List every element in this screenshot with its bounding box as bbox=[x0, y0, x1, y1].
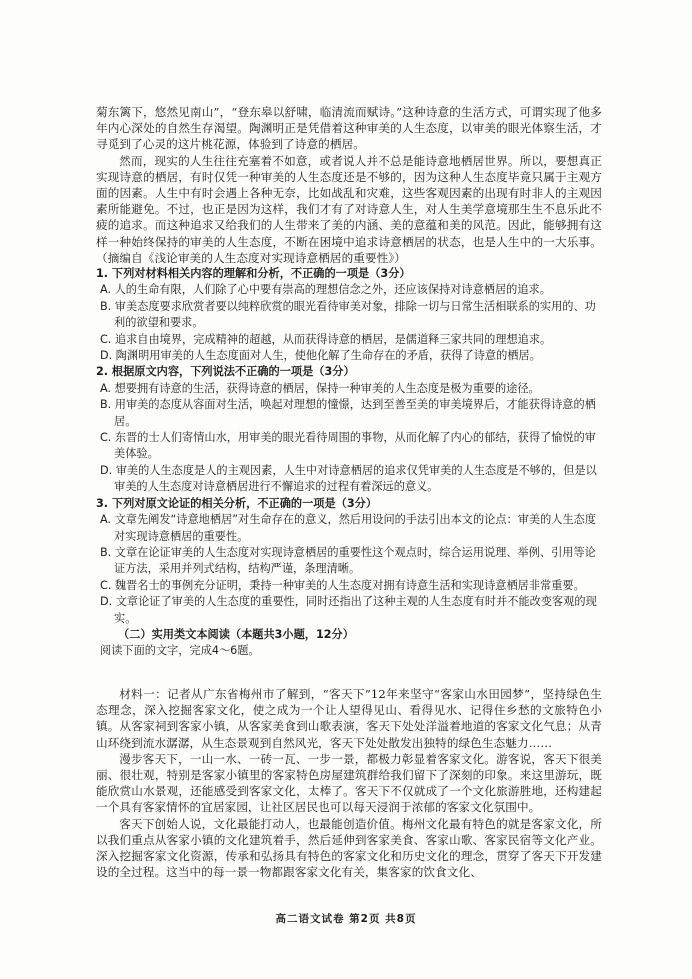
passage-bottom bbox=[96, 686, 602, 880]
section-instruction: 阅读下面的文字，完成4～6题。 bbox=[100, 644, 260, 658]
question-list bbox=[96, 266, 602, 660]
option-c: C. 追求自由境界，完成精神的超越，从而获得诗意的栖居，是儒道释三家共同的理想追求。 bbox=[100, 332, 552, 346]
option-d: D. 陶渊明用审美的人生态度面对人生，使他化解了生命存在的矛盾，获得了诗意的栖居。 bbox=[100, 349, 541, 363]
option-a: A. 人的生命有限，人们除了心中要有崇高的理想信念之外，还应该保持对诗意栖居的追求。 bbox=[100, 283, 551, 297]
passage-top bbox=[96, 104, 602, 266]
passage-paragraph: 菊东篱下，悠然见南山”，“登东皋以舒啸，临清流而赋诗。”这种诗意的生活方式，可谓实现了他多年内心深处的自然生存渴望。陶渊明正是凭借着这种审美的人生态度，以审美的眼光体察生活，才寻觅到了心灵的这片桃花源，体验到了诗意的栖居。 bbox=[96, 105, 602, 152]
question-stem: 3. 下列对原文论证的相关分析，不正确的一项是（3分） bbox=[96, 496, 378, 510]
question-1 bbox=[96, 266, 602, 364]
option-b: B. 文章在论证审美的人生态度对实现诗意栖居的重要性这个观点时，综合运用说理、举例、引用等论证方法，采用并列式结构，结构严谨，条理清晰。 bbox=[100, 545, 596, 576]
material-paragraph: 漫步客天下，一山一水、一砖一瓦、一步一景，都极力彰显着客家文化。游客说，客天下很美丽、很壮观，特别是客家小镇里的客家特色房屋建筑群给我们留下了深刻的印象。来这里游玩，既能欣赏山水景观，还能感受到客家文化，太棒了。客天下不仅就成了一个文化旅游胜地，还构建起一个具有客家情怀的宜居家园，让社区居民也可以每天浸润于浓郁的客家文化氛围中。 bbox=[96, 751, 602, 815]
option-b: B. 用审美的态度从容面对生活，唤起对理想的憧憬，达到至善至美的审美境界后，才能获得诗意的栖居。 bbox=[100, 398, 596, 428]
page-footer: 高二语文试卷 第2页 共8页 bbox=[275, 913, 417, 925]
passage-paragraph: 然而，现实的人生往往充塞着不如意，或者说人并不总是能诗意地栖居世界。所以，要想真正实现诗意的栖居，有时仅凭一种审美的人生态度还是不够的，因为这种人生态度毕竟只属于主观方面的因素。人生中有时会遇上各种无奈，比如战乱和灾难，这些客观因素的出现有时非人的主观因素所能避免。不过，也正是因为这样，我们才有了对诗意人生，对人生美学意境那生生不息乐此不疲的追求。而这种追求又给我们的人生带来了美的内涵、美的意蕴和美的风范。因此，能够拥有这样一种始终保持的审美的人生态度，不断在困境中追求诗意栖居的状态，也是人生中的一大乐事。（摘编自《浅论审美的人生态度对实现诗意栖居的重要性》） bbox=[96, 153, 602, 265]
option-b: B. 审美态度要求欣赏者要以纯粹欣赏的眼光看待审美对象，排除一切与日常生活相联系的实用的、功利的欲望和要求。 bbox=[100, 299, 596, 330]
option-d: D. 审美的人生态度是人的主观因素，人生中对诗意栖居的追求仅凭审美的人生态度是不够的，但是以审美的人生态度对诗意栖居进行不懈追求的过程有着深远的意义。 bbox=[100, 463, 597, 494]
material-paragraph: 材料一：记者从广东省梅州市了解到，“客天下”12年来坚守“客家山水田园梦”，坚持绿色生态理念，深入挖掘客家文化，使之成为一个让人望得见山、看得见水、记得住乡愁的文旅特色小镇。从客家祠到客家小镇，从客家美食到山歌表演，客天下处处洋溢着地道的客家文化气息；从青山环绕到流水潺潺，从生态景观到自然风光，客天下处处散发出独特的绿色生态魅力…… bbox=[96, 687, 602, 750]
option-a: A. 想要拥有诗意的生活，获得诗意的栖居，保持一种审美的人生态度是极为重要的途径。 bbox=[100, 381, 540, 395]
section-2-header bbox=[96, 627, 602, 660]
question-3 bbox=[96, 496, 602, 627]
option-a: A. 文章先阐发“诗意地栖居”对生命存在的意义，然后用设问的手法引出本文的论点：审美的人生态度对实现诗意栖居的重要性。 bbox=[100, 513, 597, 543]
question-stem: 2. 根据原文内容，下列说法不正确的一项是（3分） bbox=[96, 365, 355, 379]
option-c: C. 魏晋名士的事例充分证明，秉持一种审美的人生态度对拥有诗意生活和实现诗意栖居非常重要。 bbox=[100, 578, 585, 592]
option-c: C. 东晋的士人们寄情山水，用审美的眼光看待周围的事物，从而化解了内心的郁结，获得了愉悦的审美体验。 bbox=[100, 431, 596, 461]
section-heading: （二）实用类文本阅读（本题共3小题，12分） bbox=[118, 627, 354, 641]
question-stem: 1. 下列对材料相关内容的理解和分析，不正确的一项是（3分） bbox=[96, 267, 411, 280]
question-2 bbox=[96, 364, 602, 495]
material-paragraph: 客天下创始人说，文化最能打动人，也最能创造价值。梅州文化最有特色的就是客家文化，所以我们重点从客家小镇的文化建筑着手，然后延伸到客家美食、客家山歌、客家民宿等文化产业。深入挖掘客家文化资源，传承和弘扬具有特色的客家文化和历史文化的理念，贯穿了客天下开发建设的全过程。这当中的每一景一物都跟客家文化有关，集客家的饮食文化、 bbox=[96, 816, 602, 880]
option-d: D. 文章论证了审美的人生态度的重要性，同时还指出了这种主观的人生态度有时并不能改变客观的现实。 bbox=[100, 595, 597, 625]
